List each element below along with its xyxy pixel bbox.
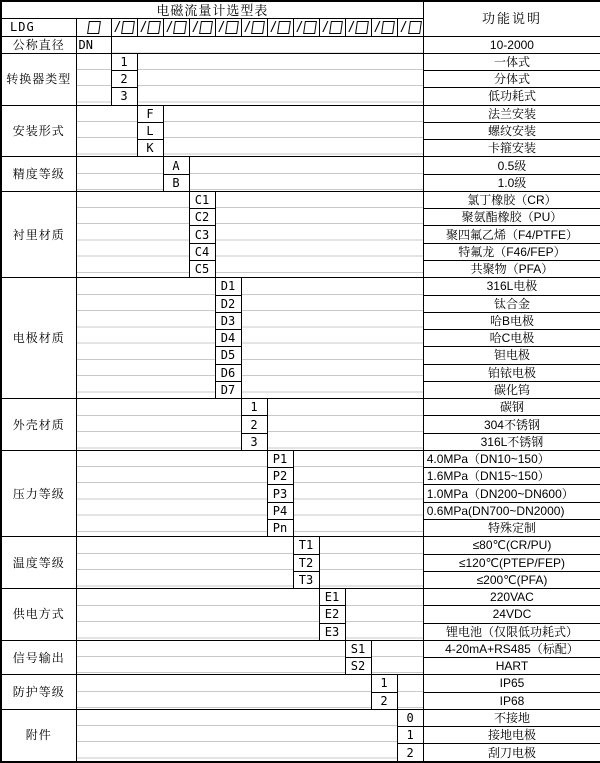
code-cell: 1 [397,727,423,744]
code-cell: A [163,157,189,174]
desc-cell: 刮刀电极 [423,744,600,762]
order-code-box: / [345,19,371,36]
box-icon [408,21,422,34]
desc-cell: 聚四氟乙烯（F4/PTFE） [423,226,600,243]
code-cell: B [163,174,189,191]
desc-cell: 钛合金 [423,295,600,312]
desc-cell: 1.6MPa（DN15~150） [423,468,600,485]
order-code-box: / [397,19,423,36]
box-icon [329,21,343,34]
spacer-cell [76,278,215,399]
spacer-cell [241,278,423,399]
category-label: 衬里材质 [1,191,76,277]
spacer-cell [76,157,163,192]
category-label: 防护等级 [1,675,76,710]
code-cell: D3 [215,312,241,329]
code-cell: 1 [371,675,397,692]
desc-cell: 螺纹安装 [423,122,600,139]
desc-cell: 哈C电极 [423,330,600,347]
box-icon [173,21,187,34]
order-code-box: / [267,19,293,36]
spacer-cell [76,450,267,536]
code-cell: 2 [241,416,267,433]
code-cell: L [137,122,163,139]
desc-cell: 聚氨酯橡胶（PU） [423,209,600,226]
code-cell: K [137,140,163,157]
function-column-header: 功能说明 [423,1,600,36]
code-cell: C3 [189,226,215,243]
spacer-cell [319,537,423,589]
desc-cell: ≤80℃(CR/PU) [423,537,600,554]
desc-cell: 接地电极 [423,727,600,744]
code-cell: D4 [215,330,241,347]
code-cell: 2 [111,71,137,88]
desc-cell: 锂电池（仅限低功耗式） [423,623,600,640]
table-title: 电磁流量计选型表 [1,1,423,19]
desc-cell: 哈B电极 [423,312,600,329]
code-cell: E3 [319,623,345,640]
code-cell: D7 [215,381,241,398]
order-code-box: / [163,19,189,36]
category-label: 压力等级 [1,450,76,536]
code-cell: E1 [319,589,345,606]
desc-cell: 碳钢 [423,399,600,416]
spacer-cell [76,675,371,710]
box-icon [147,21,161,34]
order-code-box: / [215,19,241,36]
code-cell: 1 [111,53,137,70]
desc-cell: 低功耗式 [423,88,600,105]
desc-cell: 4.0MPa（DN10~150） [423,450,600,467]
spacer-cell [76,537,293,589]
spacer-cell [76,589,319,641]
category-label: 公称直径 [1,36,76,53]
spacer-cell [137,53,423,105]
code-cell: T3 [293,571,319,588]
desc-cell: 不接地 [423,709,600,726]
box-icon [277,21,291,34]
category-label: 信号输出 [1,640,76,675]
spacer-cell [371,640,423,675]
code-cell: C1 [189,191,215,208]
box-icon [225,21,239,34]
category-label: 转换器类型 [1,53,76,105]
order-code-box: / [319,19,345,36]
code-cell: 0 [397,709,423,726]
spacer-cell [76,105,137,157]
spacer-cell [215,191,423,277]
spacer-cell [267,399,423,451]
desc-cell: IP65 [423,675,600,692]
desc-cell: 钽电极 [423,347,600,364]
desc-cell: 0.5级 [423,157,600,174]
desc-cell: 氯丁橡胶（CR） [423,191,600,208]
code-cell: D5 [215,347,241,364]
spacer-cell [76,709,397,761]
spacer-cell [293,450,423,536]
box-icon [121,21,135,34]
desc-cell: 4-20mA+RS485（标配） [423,640,600,657]
order-code-box: / [111,19,137,36]
spacer-cell [111,36,423,53]
model-prefix: LDG [1,19,76,36]
box-icon [303,21,317,34]
order-code-box: / [137,19,163,36]
category-label: 安装形式 [1,105,76,157]
category-label: 精度等级 [1,157,76,192]
code-cell: 3 [111,88,137,105]
code-cell: 2 [397,744,423,762]
spacer-cell [397,675,423,710]
code-cell: 2 [371,692,397,709]
box-icon [87,21,101,34]
spacer-cell [76,399,241,451]
category-label: 外壳材质 [1,399,76,451]
desc-cell: 1.0级 [423,174,600,191]
order-code-box: / [189,19,215,36]
code-cell: C2 [189,209,215,226]
desc-cell: 特殊定制 [423,519,600,536]
order-code-box: / [371,19,397,36]
spacer-cell [163,105,423,157]
desc-cell: 一体式 [423,53,600,70]
desc-cell: 特氟龙（F46/FEP） [423,243,600,260]
category-label: 供电方式 [1,589,76,641]
desc-cell: 铂铱电极 [423,364,600,381]
code-cell: E2 [319,606,345,623]
order-code-box [76,19,111,36]
desc-cell: 卡箍安装 [423,140,600,157]
box-icon [381,21,395,34]
code-cell: P2 [267,468,293,485]
code-cell: S1 [345,640,371,657]
code-cell: D2 [215,295,241,312]
order-code-box: / [293,19,319,36]
code-cell: P3 [267,485,293,502]
desc-cell: 碳化钨 [423,381,600,398]
category-label: 电极材质 [1,278,76,399]
desc-cell: 316L不锈钢 [423,433,600,450]
code-cell: S2 [345,658,371,675]
spacer-cell [76,640,345,675]
desc-cell: 1.0MPa（DN200~DN600） [423,485,600,502]
code-cell: T1 [293,537,319,554]
spacer-cell [345,589,423,641]
desc-cell: 220VAC [423,589,600,606]
desc-cell: 法兰安装 [423,105,600,122]
desc-cell: IP68 [423,692,600,709]
category-label: 附件 [1,709,76,761]
code-cell: D1 [215,278,241,295]
code-cell: P1 [267,450,293,467]
order-code-box: / [241,19,267,36]
spacer-cell [76,191,189,277]
code-cell: D6 [215,364,241,381]
code-cell: Pn [267,519,293,536]
code-cell: T2 [293,554,319,571]
code-cell: C4 [189,243,215,260]
box-icon [251,21,265,34]
spacer-cell [76,53,111,105]
desc-cell: 10-2000 [423,36,600,53]
desc-cell: 24VDC [423,606,600,623]
desc-cell: 分体式 [423,71,600,88]
desc-cell: ≤120℃(PTEP/FEP) [423,554,600,571]
desc-cell: 0.6MPa(DN700~DN2000) [423,502,600,519]
box-icon [355,21,369,34]
box-icon [199,21,213,34]
category-label: 温度等级 [1,537,76,589]
spacer-cell [189,157,423,192]
desc-cell: ≤200℃(PFA) [423,571,600,588]
code-cell: F [137,105,163,122]
code-cell: P4 [267,502,293,519]
code-cell: 3 [241,433,267,450]
desc-cell: 共聚物（PFA） [423,260,600,277]
code-cell: C5 [189,260,215,277]
desc-cell: 316L电极 [423,278,600,295]
code-cell: DN [76,36,111,53]
desc-cell: HART [423,658,600,675]
desc-cell: 304不锈钢 [423,416,600,433]
code-cell: 1 [241,399,267,416]
